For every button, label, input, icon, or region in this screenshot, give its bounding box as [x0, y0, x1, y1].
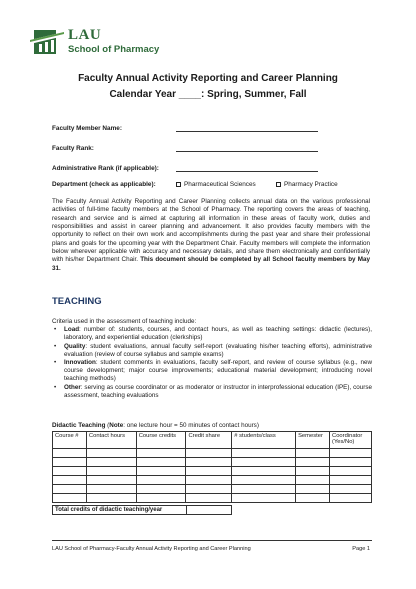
table-row — [53, 449, 372, 458]
col-coordinator: Coordinator (Yes/No) — [330, 432, 372, 449]
checkbox-icon[interactable] — [176, 182, 181, 187]
member-name-label: Faculty Member Name: — [52, 125, 122, 132]
table-row — [53, 485, 372, 494]
dept-option-pharm-practice[interactable]: Pharmacy Practice — [276, 181, 338, 188]
table-row — [53, 494, 372, 503]
rank-field[interactable] — [176, 151, 318, 152]
teaching-criteria — [52, 318, 372, 400]
lau-crest-icon — [30, 26, 64, 60]
admin-rank-label: Administrative Rank (if applicable): — [52, 165, 159, 172]
logo-school: School of Pharmacy — [68, 44, 160, 55]
didactic-table — [52, 431, 372, 503]
rank-label: Faculty Rank: — [52, 145, 94, 152]
member-name-field[interactable] — [176, 131, 318, 132]
col-credit-share: Credit share — [186, 432, 232, 449]
criteria-item: • Other: serving as course coordinator or as moderator or instructor in interprofessional education (IPE), course assessment, teaching evaluations — [52, 384, 372, 400]
department-label: Department (check as applicable): — [52, 181, 156, 188]
didactic-heading: Didactic Teaching (Note: one lecture hour = 50 minutes of contact hours) — [52, 422, 259, 429]
col-students: # students/class — [232, 432, 296, 449]
logo-name: LAU — [68, 27, 102, 43]
intro-paragraph: The Faculty Annual Activity Reporting and Career Planning collects annual data on the various professional activities of full-time faculty members at the School of Pharmacy. The reporting covers the areas of teaching, research and service and is aimed at capturing all information in these areas of faculty work, duties and responsibilities and assist in career planning and advancement. It also provides faculty members with the opportunity to reflect on their own work and accomplishments during the past year and share their professional plans and goals for the upcoming year with the Department Chair. Faculty members will complete the information below wherever applicable with accuracy and necessary details, and share them electronically and confidentially with his/her Department Chair. This document should be completed by all School faculty members by May 31. — [52, 198, 370, 272]
page-subtitle: Calendar Year ____: Spring, Summer, Fall — [109, 89, 307, 100]
table-header-row — [53, 432, 372, 449]
checkbox-icon[interactable] — [276, 182, 281, 187]
col-semester: Semester — [296, 432, 330, 449]
table-row — [53, 458, 372, 467]
col-course-credits: Course credits — [136, 432, 186, 449]
criteria-item: • Load: number of: students, courses, and contact hours, as well as teaching settings: didactic (lectures), laboratory, and experiential education (clerkships) — [52, 326, 372, 342]
total-credits-row — [52, 505, 232, 515]
table-row — [53, 476, 372, 485]
table-row — [53, 467, 372, 476]
col-course: Course # — [53, 432, 87, 449]
page-title: Faculty Annual Activity Reporting and Career Planning — [78, 73, 338, 84]
footer-divider — [52, 540, 372, 541]
lau-logo — [30, 26, 190, 60]
total-credits-label: Total credits of didactic teaching/year — [53, 506, 187, 515]
intro-deadline: This document should be completed by all School faculty members by May 31. — [52, 256, 370, 272]
criteria-list — [52, 326, 372, 400]
admin-rank-field[interactable] — [176, 171, 318, 172]
criteria-item: • Innovation: student comments in evaluations, faculty self-report, and review of course syllabus (e.g., new course development; major course improvements; educational material development; introducing novel teaching methods) — [52, 359, 372, 384]
criteria-item: • Quality: student evaluations, annual faculty self-report (evaluating his/her teaching efforts), administrative evaluation (review of course syllabus and sample exams) — [52, 343, 372, 359]
dept-option-pharm-sciences[interactable]: Pharmaceutical Sciences — [176, 181, 256, 188]
teaching-heading: TEACHING — [52, 296, 102, 307]
page-number: Page 1 — [352, 546, 370, 552]
col-contact-hours: Contact hours — [86, 432, 136, 449]
criteria-intro: Criteria used in the assessment of teaching include: — [52, 318, 197, 325]
footer-text: LAU School of Pharmacy-Faculty Annual Activity Reporting and Career Planning — [52, 546, 251, 552]
